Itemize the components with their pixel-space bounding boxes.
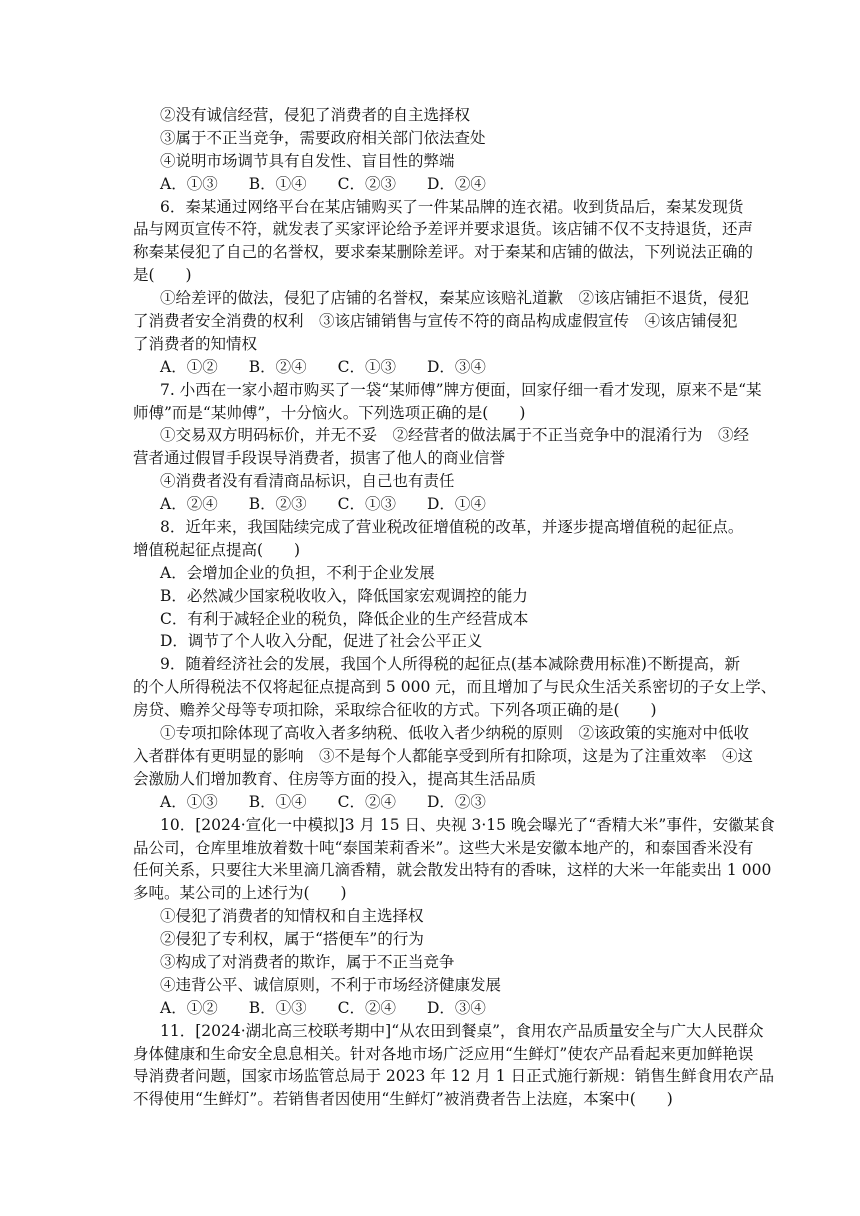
text-line: 不得使用“生鲜灯”。若销售者因使用“生鲜灯”被消费者告上法庭，本案中( ) (133, 1090, 673, 1109)
text-line: ④消费者没有看清商品标识，自己也有责任 (160, 472, 455, 491)
text-line: 的个人所得税法不仅将起征点提高到 5 000 元，而且增加了与民众生活关系密切的子女上学、 (133, 678, 777, 697)
text-line: C．有利于减轻企业的税负，降低企业的生产经营成本 (160, 609, 529, 628)
text-line: ①专项扣除体现了高收入者多纳税、低收入者少纳税的原则 ②该政策的实施对中低收 (160, 724, 750, 743)
text-line: ②侵犯了专利权，属于“搭便车”的行为 (160, 930, 424, 949)
text-line: 品与网页宣传不符，就发表了买家评论给予差评并要求退货。该店铺不仅不支持退货，还声 (133, 220, 754, 239)
text-line: 营者通过假冒手段误导消费者，损害了他人的商业信誉 (133, 449, 506, 468)
text-line: ①给差评的做法，侵犯了店铺的名誉权，秦某应该赔礼道歉 ②该店铺拒不退货，侵犯 (160, 289, 750, 308)
text-line: 导消费者问题，国家市场监管总局于 2023 年 12 月 1 日正式施行新规：销售生鲜食用农产品 (133, 1067, 775, 1086)
text-line: 10．[2024·宣化一中模拟]3 月 15 日、央视 3·15 晚会曝光了“香精大米”事件，安徽某食 (160, 815, 775, 834)
text-line: 品公司，仓库里堆放着数十吨“泰国茉莉香米”。这些大米是安徽本地产的，和泰国香米没有 (133, 838, 754, 857)
text-line: 增值税起征点提高( ) (133, 540, 301, 559)
text-line: ①侵犯了消费者的知情权和自主选择权 (160, 907, 424, 926)
text-line: A．①② B．①③ C．②④ D．③④ (160, 998, 486, 1017)
text-line: A．②④ B．②③ C．①③ D．①④ (160, 495, 486, 514)
text-line: 入者群体有更明显的影响 ③不是每个人都能享受到所有扣除项，这是为了注重效率 ④这 (133, 746, 754, 765)
text-line: A．①② B．②④ C．①③ D．③④ (160, 357, 486, 376)
text-line: 身体健康和生命安全息息相关。针对各地市场广泛应用“生鲜灯”使农产品看起来更加鲜艳误 (133, 1044, 754, 1063)
text-line: ①交易双方明码标价，并无不妥 ②经营者的做法属于不正当竞争中的混淆行为 ③经 (160, 426, 750, 445)
question-text-block (133, 104, 777, 1111)
text-line: 是( ) (133, 266, 192, 285)
text-line: ②没有诚信经营，侵犯了消费者的自主选择权 (160, 106, 471, 124)
text-line: ③属于不正当竞争，需要政府相关部门依法查处 (160, 128, 486, 147)
text-line: 多吨。某公司的上述行为( ) (133, 884, 347, 903)
text-line: 了消费者安全消费的权利 ③该店铺销售与宣传不符的商品构成虚假宣传 ④该店铺侵犯 (133, 312, 738, 331)
text-line: ④说明市场调节具有自发性、盲目性的弊端 (160, 151, 455, 170)
text-line: 6．秦某通过网络平台在某店铺购买了一件某品牌的连衣裙。收到货品后，秦某发现货 (160, 197, 744, 216)
text-line: 9．随着经济社会的发展，我国个人所得税的起征点(基本减除费用标准)不断提高，新 (160, 655, 740, 674)
text-line: 8．近年来，我国陆续完成了营业税改征增值税的改革，并逐步提高增值税的起征点。 (160, 518, 744, 537)
text-line: A．①③ B．①④ C．②④ D．②③ (160, 792, 486, 811)
text-line: D．调节了个人收入分配，促进了社会公平正义 (160, 632, 483, 651)
text-line: 称秦某侵犯了自己的名誉权，要求秦某删除差评。对于秦某和店铺的做法，下列说法正确的 (133, 243, 754, 262)
text-line: 11．[2024·湖北高三校联考期中]“从农田到餐桌”，食用农产品质量安全与广大人民群众 (160, 1021, 764, 1040)
text-line: 房贷、赡养父母等专项扣除，采取综合征收的方式。下列各项正确的是( ) (133, 701, 657, 720)
text-line: 师傅”而是“某帅傅”，十分恼火。下列选项正确的是( ) (133, 403, 526, 422)
text-line: B．必然减少国家税收收入，降低国家宏观调控的能力 (160, 586, 528, 605)
text-line: ③构成了对消费者的欺诈，属于不正当竞争 (160, 952, 455, 971)
text-line: ④违背公平、诚信原则，不利于市场经济健康发展 (160, 975, 502, 994)
text-line: A．①③ B．①④ C．②③ D．②④ (160, 174, 486, 193)
text-line: 7. 小西在一家小超市购买了一袋“某师傅”牌方便面，回家仔细一看才发现，原来不是“某 (160, 380, 762, 399)
text-line: A．会增加企业的负担，不利于企业发展 (160, 563, 435, 582)
text-line: 任何关系，只要往大米里滴几滴香精，就会散发出特有的香味，这样的大米一年能卖出 1 000 (133, 861, 772, 880)
text-line: 了消费者的知情权 (133, 334, 258, 353)
text-line: 会激励人们增加教育、住房等方面的投入，提高其生活品质 (133, 769, 537, 788)
